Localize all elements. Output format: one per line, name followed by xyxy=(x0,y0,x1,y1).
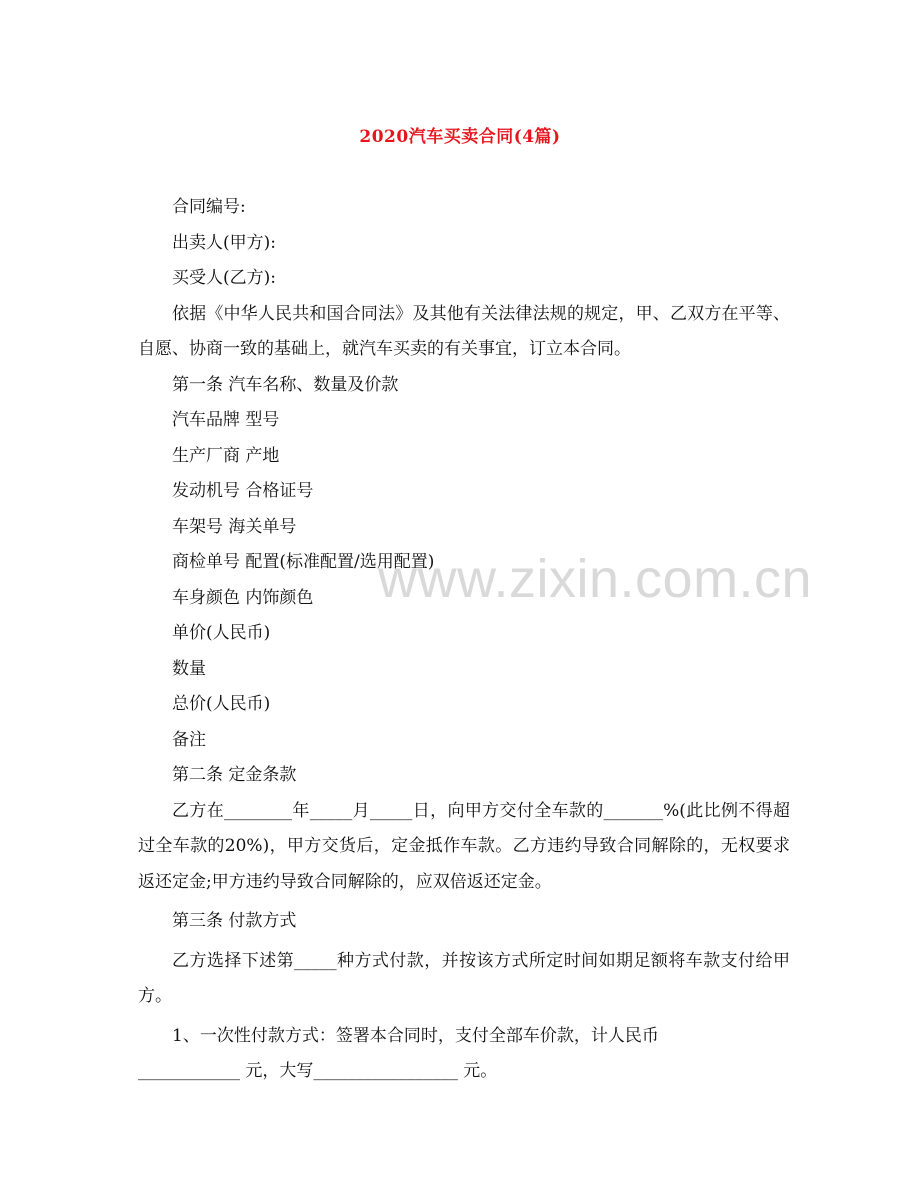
watermark: www.zixin.com.cn xyxy=(378,549,813,609)
paragraph-lump-sum-amount: ____________ 元，大写_________________ 元。 xyxy=(138,1061,498,1081)
paragraph-buyer: 买受人(乙方): xyxy=(172,268,276,288)
paragraph-deposit: 乙方在________年_____月_____日，向甲方交付全车款的_______%(此比例不得超过全车款的20%)，甲方交货后，定金抵作车款。乙方违约导致合同解除的，无权要求返还定金;甲方违约导致合同解除的，应双倍返还定金。 xyxy=(138,800,790,892)
paragraph-seller: 出卖人(甲方): xyxy=(172,232,276,253)
field-total-price: 总价(人民币) xyxy=(172,694,271,714)
field-manufacturer-origin: 生产厂商 产地 xyxy=(172,445,280,466)
field-inspection-config: 商检单号 配置(标准配置/选用配置) xyxy=(172,552,435,572)
field-unit-price: 单价(人民币) xyxy=(172,623,271,643)
field-colors: 车身颜色 内饰颜色 xyxy=(172,587,314,608)
field-brand-model: 汽车品牌 型号 xyxy=(172,410,280,430)
paragraph-preamble: 依据《中华人民共和国合同法》及其他有关法律法规的规定，甲、乙双方在平等、自愿、协商一致的基础上，就汽车买卖的有关事宜，订立本合同。 xyxy=(138,303,790,359)
field-frame-customs: 车架号 海关单号 xyxy=(172,516,297,537)
field-engine-certificate: 发动机号 合格证号 xyxy=(172,481,314,501)
section-heading-1: 第一条 汽车名称、数量及价款 xyxy=(172,374,399,395)
document-title: 2020汽车买卖合同(4篇) xyxy=(359,127,561,147)
section-heading-3: 第三条 付款方式 xyxy=(172,911,297,931)
document-body xyxy=(138,190,790,1090)
paragraph-contract-number: 合同编号: xyxy=(172,197,246,217)
section-heading-2: 第二条 定金条款 xyxy=(172,765,297,785)
field-remarks: 备注 xyxy=(172,729,206,750)
paragraph-payment-choice: 乙方选择下述第_____种方式付款，并按该方式所定时间如期足额将车款支付给甲方。 xyxy=(138,950,790,1006)
paragraph-lump-sum: 1、一次性付款方式：签署本合同时，支付全部车价款，计人民币 xyxy=(172,1025,659,1046)
field-quantity: 数量 xyxy=(172,658,206,679)
